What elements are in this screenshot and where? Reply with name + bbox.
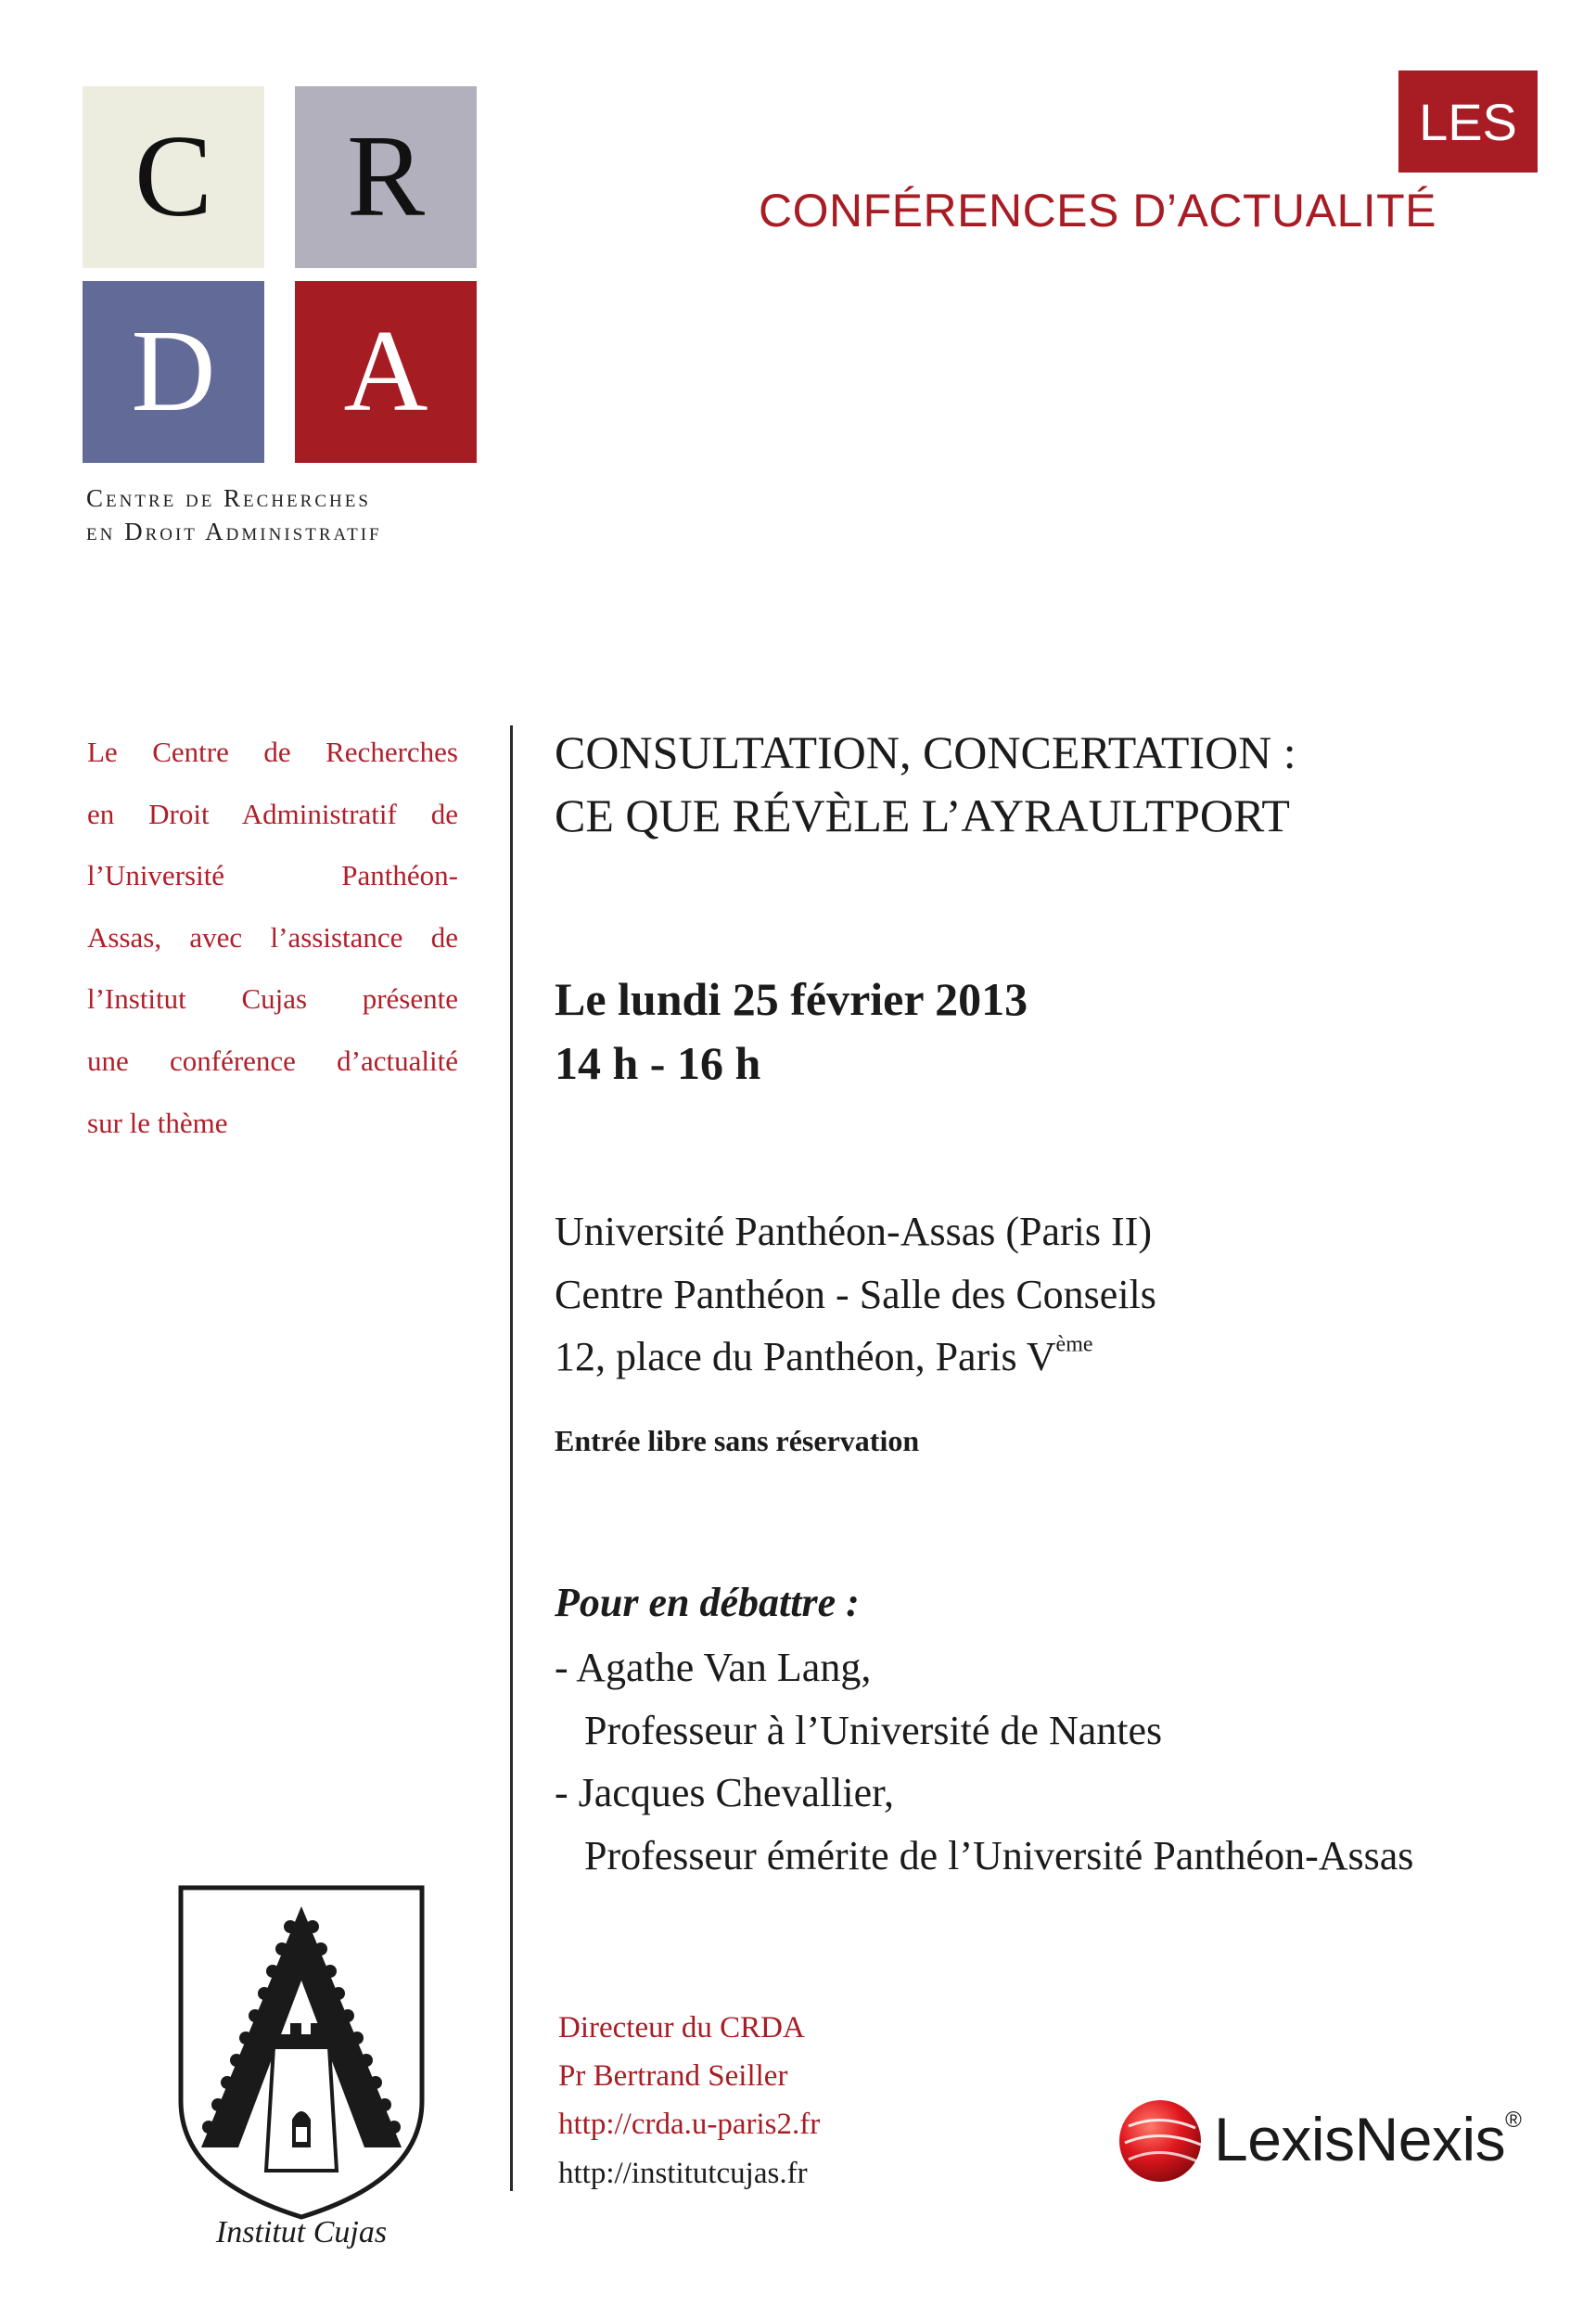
institut-cujas-crest-icon: [162, 1869, 440, 2259]
director-label: Directeur du CRDA: [558, 2011, 805, 2044]
venue-line3: [555, 1333, 1093, 1380]
logo-letter-r: R: [346, 112, 426, 241]
series-title: CONFÉRENCES D’ACTUALITÉ: [759, 185, 1437, 237]
logo-letter-d: D: [131, 307, 216, 436]
series-les-badge: LES: [1398, 70, 1538, 173]
crda-subtitle-line1: Centre de Recherches: [86, 484, 371, 512]
vertical-divider: [510, 725, 513, 2191]
intro-line: sur le thème: [87, 1106, 228, 1139]
logo-tile-d: [83, 281, 264, 463]
cujas-url-link[interactable]: http://institutcujas.fr: [558, 2157, 808, 2190]
lexisnexis-globe-icon: [1117, 2095, 1207, 2184]
crest-caption: Institut Cujas: [215, 2215, 388, 2250]
logo-letter-a: A: [343, 307, 428, 436]
intro-paragraph: [87, 722, 458, 1154]
intro-line: Le Centre de Recherches: [87, 736, 458, 768]
venue-line3-text: 12, place du Panthéon, Paris V: [555, 1334, 1056, 1379]
crda-subtitle-line2: en Droit Administratif: [86, 518, 382, 545]
speaker-name: - Agathe Van Lang,: [555, 1645, 872, 1690]
director-name: Pr Bertrand Seiller: [558, 2059, 788, 2093]
venue-line1: Université Panthéon-Assas (Paris II): [555, 1209, 1152, 1254]
crda-url-link[interactable]: http://crda.u-paris2.fr: [558, 2108, 821, 2141]
speaker-title: Professeur émérite de l’Université Panthéon-Assas: [584, 1833, 1414, 1878]
lexisnexis-wordmark: [1214, 2104, 1521, 2174]
logo-letter-c: C: [134, 112, 213, 241]
logo-tile-r: [295, 86, 477, 268]
intro-line: en Droit Administratif de: [87, 797, 458, 830]
conference-time: 14 h - 16 h: [555, 1037, 761, 1089]
debate-heading: Pour en débattre :: [555, 1580, 860, 1625]
entry-note: Entrée libre sans réservation: [555, 1424, 920, 1457]
intro-line: Assas, avec l’assistance de: [87, 920, 458, 954]
lexisnexis-name: LexisNexis: [1214, 2105, 1506, 2173]
conference-title-line2: CE QUE RÉVÈLE L’AYRAULTPORT: [555, 789, 1290, 841]
speaker-title: Professeur à l’Université de Nantes: [584, 1708, 1163, 1753]
venue-line3-sup: ème: [1055, 1332, 1093, 1357]
intro-line: l’Université Panthéon-: [87, 859, 458, 892]
speaker-name: - Jacques Chevallier,: [555, 1770, 894, 1815]
lexisnexis-logo: [1117, 2093, 1535, 2195]
conference-title-line1: CONSULTATION, CONCERTATION :: [555, 726, 1296, 778]
registered-mark: ®: [1505, 2108, 1522, 2133]
conference-date: Le lundi 25 février 2013: [555, 973, 1028, 1025]
logo-tile-c: [83, 86, 264, 268]
intro-line: l’Institut Cujas présente: [87, 982, 458, 1016]
intro-line: une conférence d’actualité: [87, 1044, 458, 1077]
logo-tile-a: [295, 281, 477, 463]
venue-line2: Centre Panthéon - Salle des Conseils: [555, 1272, 1156, 1317]
